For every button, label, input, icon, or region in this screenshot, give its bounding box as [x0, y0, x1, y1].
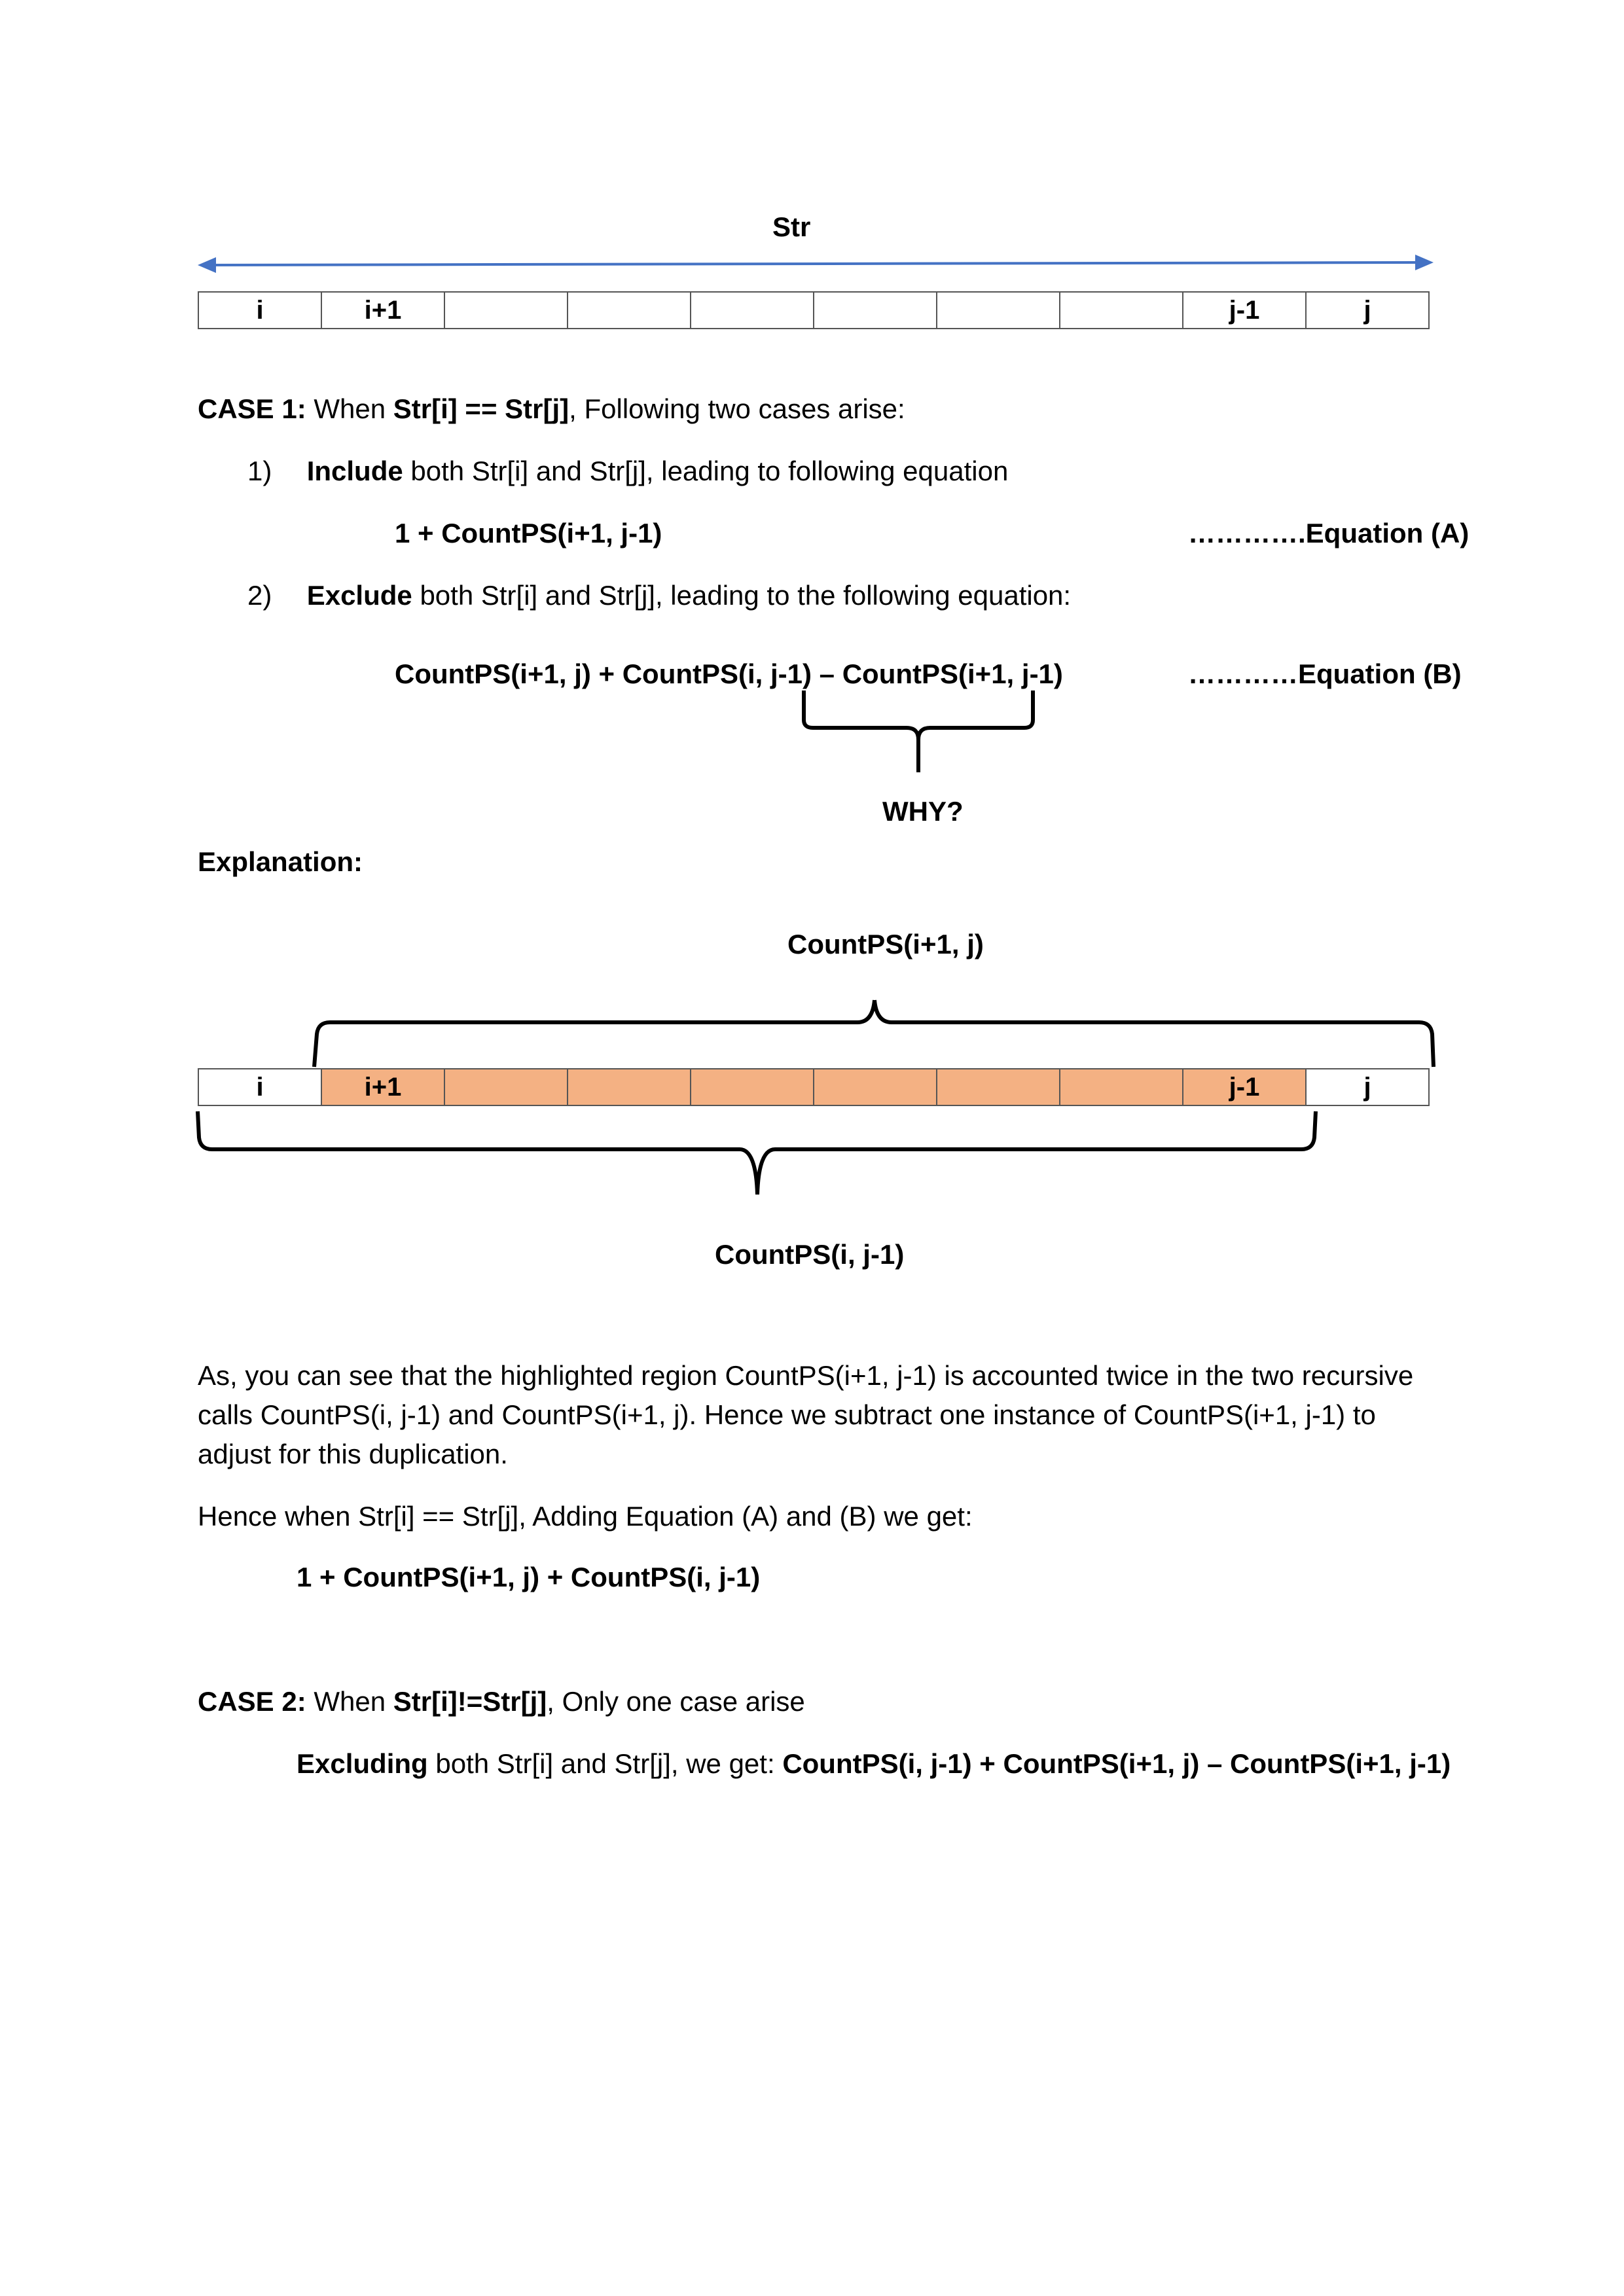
- array-cell: j-1: [1182, 291, 1307, 329]
- case1-when: When: [314, 393, 386, 424]
- highlighted-cell: j-1: [1182, 1068, 1307, 1106]
- item1-text: both Str[i] and Str[j], leading to following equation: [410, 456, 1009, 486]
- item2-text: both Str[i] and Str[j], leading to the following equation:: [420, 580, 1072, 611]
- array-cell: j: [1305, 1068, 1430, 1106]
- case2-condition: Str[i]!=Str[j]: [393, 1686, 547, 1717]
- item1-keyword: Include: [306, 456, 403, 486]
- case1-condition: Str[i] == Str[j]: [393, 393, 569, 424]
- bottom-brace-label: CountPS(i, j-1): [715, 1239, 905, 1270]
- highlighted-cell: i+1: [321, 1068, 445, 1106]
- equation-b-tag: …………Equation (B): [1188, 658, 1462, 689]
- equation-a: 1 + CountPS(i+1, j-1): [395, 518, 662, 548]
- equation-a-tag: ………….Equation (A): [1188, 518, 1470, 548]
- item2-number: 2): [247, 580, 272, 611]
- case1-heading: CASE 1:: [198, 393, 306, 424]
- explanation-heading: Explanation:: [198, 846, 363, 877]
- case2-when: When: [314, 1686, 386, 1717]
- case2-text: both Str[i] and Str[j], we get:: [435, 1748, 775, 1779]
- str-label: Str: [772, 211, 811, 242]
- case2-line: [198, 1685, 805, 1718]
- array-cell: i: [198, 1068, 322, 1106]
- case2-detail: [297, 1748, 1451, 1780]
- case2-heading: CASE 2:: [198, 1686, 306, 1717]
- array-cell: i: [198, 291, 322, 329]
- array-cell: i+1: [321, 291, 445, 329]
- case2-equation: CountPS(i, j-1) + CountPS(i+1, j) – CountPS(i+1, j-1): [782, 1748, 1451, 1779]
- final-equation: 1 + CountPS(i+1, j) + CountPS(i, j-1): [297, 1562, 761, 1592]
- array-cell: j: [1305, 291, 1430, 329]
- why-label: WHY?: [882, 796, 964, 827]
- case2-keyword: Excluding: [297, 1748, 428, 1779]
- item1-number: 1): [247, 456, 272, 486]
- case2-rest: , Only one case arise: [547, 1686, 805, 1717]
- summary-line: Hence when Str[i] == Str[j], Adding Equation (A) and (B) we get:: [198, 1501, 973, 1532]
- item2-keyword: Exclude: [306, 580, 412, 611]
- explanation-paragraph: As, you can see that the highlighted region CountPS(i+1, j-1) is accounted twice in the two recursive calls CountPS(i, j-1) and CountPS(i+1, j). Hence we subtract one instance of CountPS(i+1, j-1) to adjust for this duplication.: [198, 1360, 1414, 1469]
- top-brace-label: CountPS(i+1, j): [787, 929, 984, 960]
- case1-rest: , Following two cases arise:: [569, 393, 905, 424]
- equation-b: CountPS(i+1, j) + CountPS(i, j-1) – CountPS(i+1, j-1): [395, 658, 1063, 689]
